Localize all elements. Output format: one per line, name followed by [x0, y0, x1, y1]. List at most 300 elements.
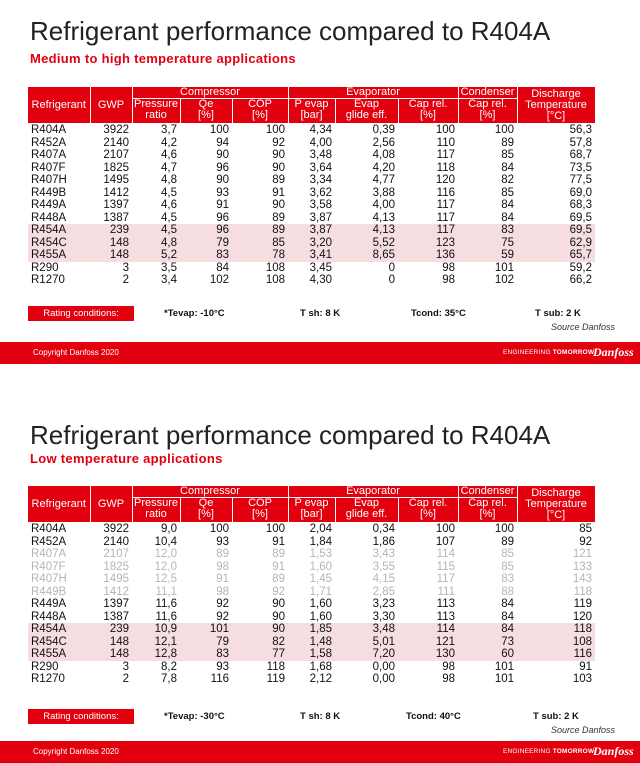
refrigerant-name-cell: R448A: [31, 211, 67, 224]
value-cell: 239: [90, 623, 132, 636]
value-cell: 84: [501, 211, 514, 224]
header-line: Pressure: [133, 98, 179, 110]
value-cell: 89: [272, 211, 285, 224]
condition-tsh: T sh: 8 K: [300, 711, 341, 722]
value-cell: 110: [436, 136, 455, 149]
value-cell: 96: [180, 224, 232, 237]
value-cell: 148: [90, 237, 132, 250]
value-cell: 90: [272, 161, 285, 174]
header-line: ratio: [145, 109, 167, 121]
value-cell: 3,20: [288, 237, 335, 250]
value-cell: 83: [180, 648, 232, 661]
value-cell: 4,2: [161, 136, 177, 149]
header-cap-rel-cond: [458, 99, 517, 124]
value-cell: 113: [436, 598, 455, 610]
value-cell: 4,13: [335, 224, 398, 237]
value-cell: 11,1: [155, 585, 177, 598]
value-cell: 3,62: [309, 186, 332, 199]
value-cell: 4,6: [161, 199, 177, 211]
discharge-line-2: Temperature: [525, 98, 587, 111]
value-cell: 107: [435, 535, 455, 548]
value-cell: 84: [501, 598, 514, 610]
value-cell: 11,6: [155, 610, 177, 623]
value-cell: 2140: [103, 535, 129, 548]
header-gwp: GWP: [90, 87, 132, 124]
value-cell: 3: [122, 660, 129, 673]
refrigerant-name-cell: R407A: [31, 548, 67, 560]
value-cell: 62,9: [517, 237, 595, 250]
value-cell: 2107: [103, 149, 129, 161]
header-refrigerant: Refrigerant: [28, 486, 90, 523]
refrigerant-name-cell: R452A: [31, 535, 67, 548]
value-cell: 90: [272, 610, 285, 623]
copyright-text: Copyright Danfoss 2020: [33, 747, 119, 756]
value-cell: 102: [494, 274, 514, 286]
value-cell: 57,8: [569, 136, 592, 149]
header-line: Qe: [198, 98, 214, 110]
value-cell: 117: [436, 211, 455, 224]
refrigerant-name-cell: R407A: [31, 149, 67, 161]
value-cell: 100: [435, 124, 455, 136]
value-cell: 1,45: [309, 573, 332, 585]
value-cell: 91: [216, 573, 229, 585]
value-cell: 100: [494, 124, 514, 136]
value-cell: 100: [209, 124, 229, 136]
value-cell: 92: [272, 585, 285, 598]
condition-tsub: T sub: 2 K: [535, 308, 581, 319]
danfoss-logo: Danfoss: [593, 744, 634, 758]
table-row: [28, 536, 595, 549]
value-cell: 3,43: [372, 548, 395, 560]
value-cell: 69,5: [569, 211, 592, 224]
value-cell: 77,5: [569, 174, 592, 186]
value-cell: 3922: [103, 523, 129, 535]
value-cell: 91: [272, 186, 285, 199]
header-line: [%]: [420, 508, 436, 520]
engineering-tomorrow-tagline: [503, 349, 594, 356]
header-compressor: Compressor: [132, 486, 288, 498]
value-cell: 1495: [103, 174, 129, 186]
value-cell: 8,65: [335, 249, 398, 262]
value-cell: 2107: [103, 548, 129, 560]
value-cell: 84: [501, 610, 514, 623]
refrigerant-name-cell: R454A: [28, 224, 90, 237]
value-cell: 92: [216, 598, 229, 610]
header-compressor: Compressor: [132, 87, 288, 99]
value-cell: 96: [216, 211, 229, 224]
table-row: [28, 237, 595, 250]
value-cell: 121: [572, 548, 592, 560]
value-cell: 101: [494, 673, 514, 685]
value-cell: 1,48: [288, 636, 335, 649]
value-cell: 108: [517, 636, 595, 649]
value-cell: 1412: [103, 186, 129, 199]
discharge-line-2: Temperature: [525, 497, 587, 510]
table-body: [28, 124, 595, 287]
value-cell: 85: [232, 237, 288, 250]
value-cell: 4,08: [372, 149, 395, 161]
value-cell: 133: [572, 560, 592, 573]
header-line: Evap: [353, 497, 380, 509]
table-row: [28, 199, 595, 212]
value-cell: 90: [272, 199, 285, 211]
value-cell: 119: [573, 598, 592, 610]
value-cell: 12,0: [154, 560, 177, 573]
slide-title: Refrigerant performance compared to R404A: [30, 16, 551, 46]
condition-tsh: T sh: 8 K: [300, 308, 341, 319]
header-line: COP: [248, 98, 272, 110]
value-cell: 10,9: [132, 623, 180, 636]
value-cell: 12,1: [132, 636, 180, 649]
value-cell: 4,00: [309, 136, 332, 149]
header-evap-glide: [335, 498, 398, 523]
value-cell: 3,87: [288, 224, 335, 237]
value-cell: 3,87: [309, 211, 332, 224]
value-cell: 3,48: [335, 623, 398, 636]
value-cell: 4,6: [161, 149, 177, 161]
table-row: [28, 636, 595, 649]
condition-tevap: *Tevap: -10°C: [164, 308, 225, 319]
header-line: ratio: [145, 508, 167, 520]
value-cell: 1,86: [372, 535, 395, 548]
value-cell: 4,5: [161, 186, 177, 199]
value-cell: 93: [216, 186, 229, 199]
value-cell: 4,30: [309, 274, 332, 286]
value-cell: 100: [265, 523, 285, 535]
value-cell: 1,71: [309, 585, 332, 598]
table-row: [28, 149, 595, 162]
table-row: [28, 162, 595, 175]
refrigerant-name-cell: R454A: [28, 623, 90, 636]
header-discharge-temperature: [517, 486, 595, 523]
performance-table: [28, 486, 596, 686]
value-cell: 100: [265, 124, 285, 136]
header-gwp: GWP: [90, 486, 132, 523]
value-cell: 92: [216, 610, 229, 623]
value-cell: 83: [501, 573, 514, 585]
tagline-part-2: TOMORROW: [552, 748, 595, 755]
value-cell: 2,85: [372, 585, 395, 598]
value-cell: 3,30: [372, 610, 395, 623]
value-cell: 10,4: [154, 535, 177, 548]
value-cell: 98: [216, 585, 229, 598]
discharge-line-3: [°C]: [546, 109, 566, 122]
value-cell: 98: [442, 274, 455, 286]
value-cell: 73: [458, 636, 517, 649]
rating-conditions: [28, 709, 618, 724]
value-cell: 89: [272, 174, 285, 186]
value-cell: 94: [216, 136, 229, 149]
value-cell: 91: [216, 199, 229, 211]
header-condenser: Condenser: [458, 486, 517, 498]
header-line: Cap rel.: [468, 497, 507, 509]
value-cell: 4,34: [309, 124, 332, 136]
value-cell: 111: [437, 585, 455, 598]
header-line: glide eff.: [345, 508, 388, 520]
discharge-line-1: Discharge: [531, 486, 581, 499]
slide-subtitle: Low temperature applications: [30, 451, 223, 466]
value-cell: 68,7: [569, 149, 592, 161]
value-cell: 96: [216, 161, 229, 174]
value-cell: 108: [265, 261, 285, 274]
header-line: Evap: [353, 98, 380, 110]
value-cell: 90: [232, 623, 288, 636]
value-cell: 2,04: [309, 523, 332, 535]
value-cell: 85: [501, 186, 514, 199]
value-cell: 84: [501, 161, 514, 174]
footer-bar: [0, 741, 640, 763]
value-cell: 101: [494, 261, 514, 274]
tagline-part-1: ENGINEERING: [503, 349, 553, 356]
value-cell: 100: [494, 523, 514, 535]
header-line: COP: [248, 497, 272, 509]
value-cell: 117: [436, 199, 455, 211]
value-cell: 2,56: [372, 136, 395, 149]
value-cell: 0,34: [372, 523, 395, 535]
table-row: [28, 673, 595, 686]
value-cell: 4,5: [161, 211, 177, 224]
header-refrigerant: Refrigerant: [28, 87, 90, 124]
value-cell: 93: [216, 535, 229, 548]
header-line: Cap rel.: [408, 497, 448, 509]
value-cell: 98: [216, 560, 229, 573]
header-cap-rel-cond: [458, 498, 517, 523]
value-cell: 116: [436, 186, 455, 199]
value-cell: 4,8: [161, 174, 177, 186]
value-cell: 83: [180, 249, 232, 262]
value-cell: 3,48: [309, 149, 332, 161]
header-p-evap: [288, 498, 335, 523]
value-cell: 5,52: [335, 237, 398, 250]
slide-low-temp: [0, 398, 640, 763]
value-cell: 101: [180, 623, 232, 636]
value-cell: 100: [209, 523, 229, 535]
value-cell: 4,13: [372, 211, 395, 224]
value-cell: 4,00: [372, 199, 395, 211]
refrigerant-name-cell: R404A: [31, 124, 67, 136]
table-row: [28, 174, 595, 187]
value-cell: 148: [90, 636, 132, 649]
header-cop: [232, 498, 288, 523]
value-cell: 3,55: [372, 560, 395, 573]
refrigerant-name-cell: R449A: [31, 598, 67, 610]
value-cell: 4,8: [132, 237, 180, 250]
copyright-text: Copyright Danfoss 2020: [33, 348, 119, 357]
value-cell: 0: [388, 261, 395, 274]
refrigerant-name-cell: R455A: [28, 249, 90, 262]
value-cell: 91: [272, 560, 285, 573]
value-cell: 100: [435, 523, 455, 535]
value-cell: 0: [388, 274, 395, 286]
value-cell: 120: [435, 174, 455, 186]
value-cell: 84: [458, 623, 517, 636]
header-cop: [232, 99, 288, 124]
refrigerant-name-cell: R452A: [31, 136, 67, 149]
header-qe: [180, 99, 232, 124]
value-cell: 120: [572, 610, 592, 623]
refrigerant-name-cell: R407H: [31, 573, 67, 585]
value-cell: 4,5: [132, 224, 180, 237]
value-cell: 1825: [103, 161, 129, 174]
condition-tcond: Tcond: 35°C: [411, 308, 466, 319]
value-cell: 59: [458, 249, 517, 262]
value-cell: 79: [180, 237, 232, 250]
value-cell: 65,7: [517, 249, 595, 262]
value-cell: 4,7: [161, 161, 177, 174]
table-row: [28, 611, 595, 624]
value-cell: 85: [501, 548, 514, 560]
value-cell: 11,6: [155, 598, 177, 610]
value-cell: 78: [232, 249, 288, 262]
refrigerant-name-cell: R1270: [31, 673, 65, 685]
value-cell: 123: [398, 237, 458, 250]
value-cell: 83: [458, 224, 517, 237]
value-cell: 1,60: [309, 560, 332, 573]
table-row: [28, 262, 595, 275]
table-row: [28, 648, 595, 661]
value-cell: 82: [232, 636, 288, 649]
header-line: [%]: [420, 109, 436, 121]
value-cell: 98: [442, 660, 455, 673]
value-cell: 118: [266, 660, 285, 673]
value-cell: 60: [458, 648, 517, 661]
refrigerant-name-cell: R454C: [28, 636, 90, 649]
table-row: [28, 573, 595, 586]
condition-tevap: *Tevap: -30°C: [164, 711, 225, 722]
value-cell: 75: [458, 237, 517, 250]
rating-conditions-label: Rating conditions:: [28, 709, 134, 724]
header-line: Qe: [198, 497, 214, 509]
table-row: [28, 548, 595, 561]
footer-bar: [0, 342, 640, 364]
refrigerant-name-cell: R407F: [31, 161, 66, 174]
condition-tcond: Tcond: 40°C: [406, 711, 461, 722]
value-cell: 3922: [103, 124, 129, 136]
value-cell: 90: [216, 174, 229, 186]
value-cell: 93: [216, 660, 229, 673]
engineering-tomorrow-tagline: [503, 748, 594, 755]
value-cell: 118: [517, 623, 595, 636]
header-p-evap: [288, 99, 335, 124]
value-cell: 117: [398, 224, 458, 237]
value-cell: 84: [216, 261, 229, 274]
value-cell: 90: [216, 149, 229, 161]
value-cell: 116: [517, 648, 595, 661]
value-cell: 89: [216, 548, 229, 560]
value-cell: 1,85: [288, 623, 335, 636]
header-cap-rel-evap: [398, 498, 458, 523]
value-cell: 3,5: [161, 261, 177, 274]
table-row: [28, 661, 595, 674]
value-cell: 92: [579, 535, 592, 548]
value-cell: 59,2: [569, 261, 592, 274]
performance-table: [28, 87, 596, 287]
header-line: glide eff.: [345, 109, 388, 121]
header-line: [bar]: [300, 508, 323, 520]
value-cell: 103: [572, 673, 592, 685]
refrigerant-name-cell: R407H: [31, 174, 67, 186]
value-cell: 85: [579, 523, 592, 535]
value-cell: 7,8: [161, 673, 177, 685]
value-cell: 3,88: [372, 186, 395, 199]
slide-medium-high-temp: [0, 0, 640, 365]
header-line: [%]: [479, 508, 496, 520]
refrigerant-name-cell: R1270: [31, 274, 65, 286]
value-cell: 3,4: [161, 274, 177, 286]
value-cell: 68,3: [569, 199, 592, 211]
value-cell: 1,60: [309, 598, 332, 610]
value-cell: 1387: [103, 211, 129, 224]
table-row: [28, 137, 595, 150]
value-cell: 82: [501, 174, 514, 186]
value-cell: 12,5: [154, 573, 177, 585]
header-evap-glide: [335, 99, 398, 124]
table-body: [28, 523, 595, 686]
value-cell: 9,0: [161, 523, 177, 535]
refrigerant-name-cell: R290: [31, 660, 59, 673]
value-cell: 3,34: [309, 174, 332, 186]
value-cell: 4,77: [372, 174, 395, 186]
refrigerant-name-cell: R448A: [31, 610, 67, 623]
value-cell: 1387: [103, 610, 129, 623]
refrigerant-name-cell: R449B: [31, 186, 67, 199]
value-cell: 0,00: [372, 673, 395, 685]
value-cell: 2: [122, 274, 129, 286]
header-line: Cap rel.: [408, 98, 448, 110]
value-cell: 85: [501, 149, 514, 161]
value-cell: 89: [232, 224, 288, 237]
value-cell: 98: [442, 261, 455, 274]
discharge-line-3: [°C]: [546, 508, 566, 521]
value-cell: 108: [265, 274, 285, 286]
value-cell: 3,58: [309, 199, 332, 211]
value-cell: 89: [272, 548, 285, 560]
source-note: Source Danfoss: [550, 322, 615, 332]
header-line: [%]: [252, 508, 268, 520]
table-row: [28, 187, 595, 200]
value-cell: 1412: [103, 585, 129, 598]
refrigerant-name-cell: R454C: [28, 237, 90, 250]
value-cell: 114: [398, 623, 458, 636]
value-cell: 69,5: [517, 224, 595, 237]
value-cell: 101: [494, 660, 514, 673]
value-cell: 89: [272, 573, 285, 585]
value-cell: 8,2: [161, 660, 177, 673]
header-condenser: Condenser: [458, 87, 517, 99]
value-cell: 1397: [103, 598, 129, 610]
value-cell: 7,20: [335, 648, 398, 661]
refrigerant-name-cell: R290: [31, 261, 59, 274]
value-cell: 1825: [103, 560, 129, 573]
value-cell: 1,58: [288, 648, 335, 661]
value-cell: 4,15: [372, 573, 395, 585]
value-cell: 239: [90, 224, 132, 237]
value-cell: 12,0: [154, 548, 177, 560]
table-row: [28, 249, 595, 262]
discharge-line-1: Discharge: [531, 87, 581, 100]
value-cell: 90: [272, 598, 285, 610]
table-row: [28, 212, 595, 225]
value-cell: 77: [232, 648, 288, 661]
value-cell: 5,01: [335, 636, 398, 649]
refrigerant-name-cell: R404A: [31, 523, 67, 535]
value-cell: 3,23: [372, 598, 395, 610]
value-cell: 2140: [103, 136, 129, 149]
value-cell: 102: [209, 274, 229, 286]
value-cell: 12,8: [132, 648, 180, 661]
rating-conditions: [28, 306, 618, 321]
source-note: Source Danfoss: [550, 725, 615, 735]
